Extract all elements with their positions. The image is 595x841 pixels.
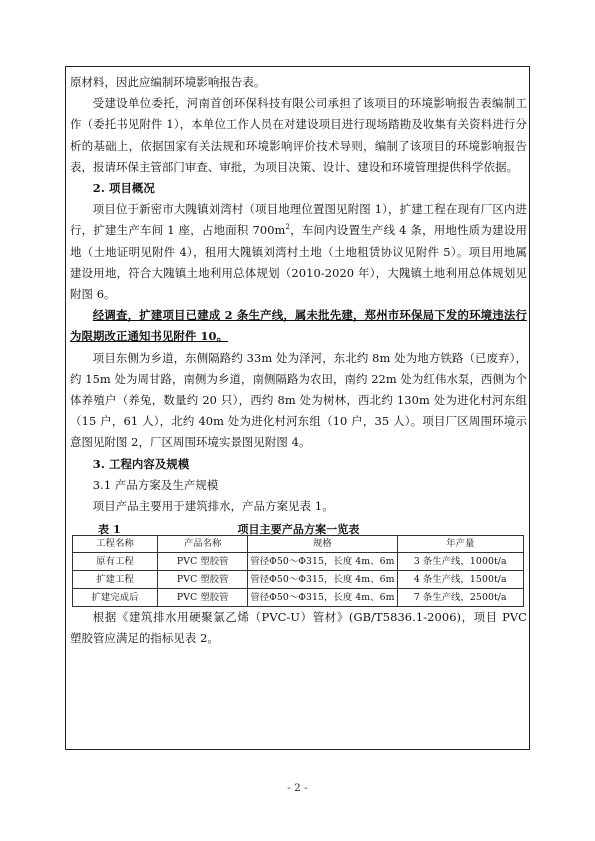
table-cell: 管径Φ50～Φ315，长度 4m、6m [248, 553, 397, 571]
superscript-2: 2 [285, 223, 291, 232]
table-cell: 原有工程 [73, 553, 158, 571]
paragraph-location [70, 199, 527, 305]
table-cell: PVC 塑胶管 [158, 589, 248, 607]
header-product-name: 产品名称 [158, 536, 248, 553]
table-cell: 7 条生产线，2500t/a [397, 589, 523, 607]
table-row [73, 589, 524, 607]
product-plan-table [72, 535, 524, 607]
table-caption [70, 519, 527, 535]
subsection-heading-product: 3.1 产品方案及生产规模 [92, 477, 219, 492]
section-heading-project-overview: 2. 项目概况 [92, 181, 155, 196]
paragraph-commission: 受建设单位委托，河南首创环保科技有限公司承担了该项目的环境影响报告表编制工作（委托书见附件 1），本单位工作人员在对建设项目进行现场踏勘及收集有关资料进行分析的基础上，依据国家有关法规和环境影响评价技术导则，编制了该项目的环境影响报告表，报请环保主管部门审查、审批，为项目决策、设计、建设和环境管理提供科学依据。 [70, 96, 527, 174]
page-number: - 2 - [287, 782, 308, 794]
paragraph-product-use: 项目产品主要用于建筑排水，产品方案见表 1。 [92, 499, 334, 514]
table-cell: 3 条生产线，1000t/a [397, 553, 523, 571]
paragraph-surroundings: 项目东侧为乡道，东侧隔路约 33m 处为泽河，东北约 8m 处为地方铁路（已废弃），约 15m 处为周甘路，南侧为乡道，南侧隔路为农田，南约 22m 处为红伟水泵，西侧为个体养殖户（养兔，数量约 20 只），西约 8m 处为树林，西北约 130m 处为进化村河东组（15 户，61 人），北约 40m 处为进化村河东组（10 户，35 人）。项目厂区周围环境示意图见附图 2，厂区周围环境实景图见附图 4。 [70, 350, 527, 450]
table-cell: 管径Φ50～Φ315，长度 4m、6m [248, 571, 397, 589]
table-row [73, 553, 524, 571]
table-number: 表 1 [98, 523, 121, 537]
header-specification: 规格 [248, 536, 397, 553]
investigation-text: 经调查，扩建项目已建成 2 条生产线，属未批先建，郑州市环保局下发的环境违法行为限期改正通知书见附件 10。 [70, 308, 527, 344]
table-cell: 扩建完成后 [73, 589, 158, 607]
paragraph-investigation [70, 305, 527, 347]
table-cell: PVC 塑胶管 [158, 571, 248, 589]
section-heading-engineering: 3. 工程内容及规模 [92, 456, 190, 471]
table-title: 项目主要产品方案一览表 [237, 523, 360, 537]
location-text-b: ，车间内设置生产线 4 条，用地性质为建设用地（土地证明见附件 4），租用大隗镇刘湾村土地（土地租赁协议见附件 5）。项目用地属建设用地，符合大隗镇土地利用总体规划（2010-2020 年），大隗镇土地利用总体规划见附图 6。 [70, 223, 527, 302]
table-row [73, 571, 524, 589]
table-cell: PVC 塑胶管 [158, 553, 248, 571]
table-cell: 4 条生产线，1500t/a [397, 571, 523, 589]
paragraph-standard: 根据《建筑排水用硬聚氯乙烯（PVC-U）管材》(GB/T5836.1-2006)，项目 PVC 塑胶管应满足的指标见表 2。 [70, 610, 527, 646]
table-cell: 管径Φ50～Φ315，长度 4m、6m [248, 589, 397, 607]
header-annual-output: 年产量 [397, 536, 523, 553]
paragraph-continuation: 原材料，因此应编制环境影响报告表。 [70, 75, 266, 89]
location-text-a: 项目位于新密市大隗镇刘湾村（项目地理位置图见附图 1），扩建工程在现有厂区内进行，扩建生产车间 1 座，占地面积 700m [70, 202, 527, 238]
header-project-name: 工程名称 [73, 536, 158, 553]
table-cell: 扩建工程 [73, 571, 158, 589]
document-body [70, 72, 527, 650]
